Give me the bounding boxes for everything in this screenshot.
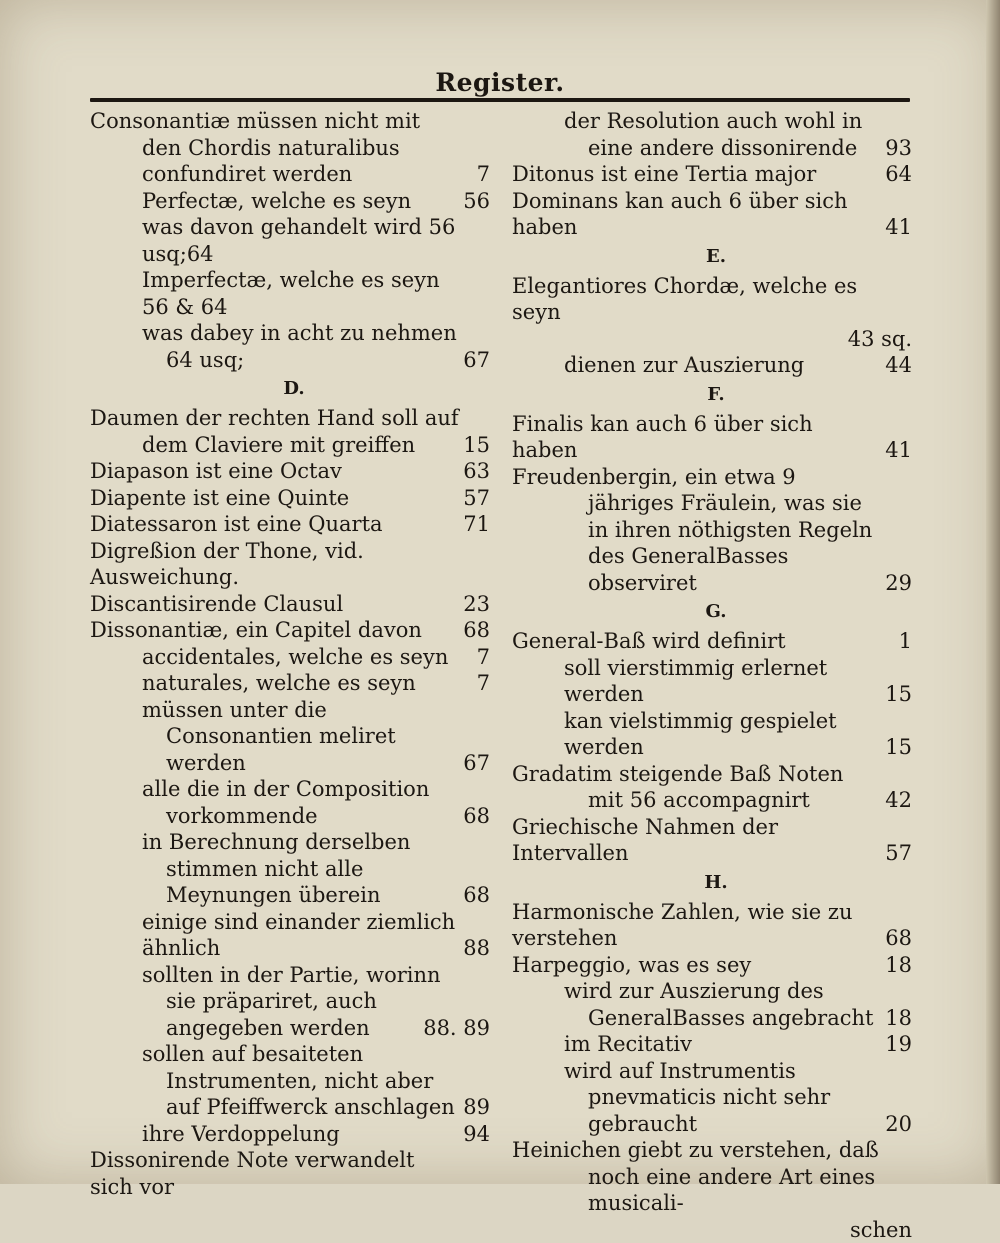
entry-text: naturales, welche es seyn	[90, 670, 498, 697]
entry-text: Diapason ist eine Octav	[90, 458, 498, 485]
page-number: schen	[850, 1217, 912, 1243]
entry-text: sollten in der Partie, worinn sie präpariret, auch angegeben werden	[90, 962, 498, 1042]
page-number: 23	[463, 591, 490, 618]
index-entry	[512, 899, 920, 952]
page-number: 68	[885, 925, 912, 952]
page-number: 18	[885, 1005, 912, 1032]
section-letter: H.	[512, 867, 920, 899]
entry-text: Diapente ist eine Quinte	[90, 485, 498, 512]
page-number: 20	[885, 1111, 912, 1138]
entry-text: ihre Verdoppelung	[90, 1121, 498, 1148]
page-number: 44	[885, 352, 912, 379]
index-column-left	[90, 108, 498, 1200]
section-letter: G.	[512, 596, 920, 628]
entry-text: einige sind einander ziemlich ähnlich	[90, 909, 498, 962]
entry-text: wird auf Instrumentis pnevmaticis nicht sehr gebraucht	[512, 1058, 920, 1138]
page-number: 29	[885, 570, 912, 597]
index-entry	[512, 761, 920, 814]
entry-text: Consonantiæ müssen nicht mit den Chordis naturalibus confundiret werden	[90, 108, 498, 188]
index-entry	[512, 655, 920, 708]
entry-text: Dissonantiæ, ein Capitel davon	[90, 617, 498, 644]
page-number: 56	[463, 188, 490, 215]
page-number: 67	[463, 750, 490, 777]
index-entry	[512, 326, 920, 353]
page-number: 43 sq.	[848, 326, 912, 353]
index-entry	[512, 108, 920, 161]
index-entry	[90, 829, 498, 909]
index-entry	[90, 909, 498, 962]
page-number: 64	[885, 161, 912, 188]
entry-text: Griechische Nahmen der Intervallen	[512, 814, 920, 867]
index-entry	[512, 1031, 920, 1058]
page-number: 18	[885, 952, 912, 979]
index-entry	[90, 458, 498, 485]
index-entry	[512, 352, 920, 379]
index-entry	[512, 952, 920, 979]
page-number: 7	[477, 644, 490, 671]
entry-text: kan vielstimmig gespielet werden	[512, 708, 920, 761]
index-entry	[512, 978, 920, 1031]
page-number: 7	[477, 670, 490, 697]
page-number: 68	[463, 882, 490, 909]
page-number: 94	[463, 1121, 490, 1148]
index-entry	[90, 776, 498, 829]
index-entry	[512, 411, 920, 464]
page-number: 42	[885, 787, 912, 814]
page-number: 71	[463, 511, 490, 538]
index-entry	[90, 591, 498, 618]
index-entry	[90, 405, 498, 458]
entry-text: dienen zur Auszierung	[512, 352, 920, 379]
index-entry	[90, 320, 498, 373]
page-number: 15	[463, 432, 490, 459]
entry-text: Elegantiores Chordæ, welche es seyn	[512, 273, 920, 326]
page-number: 63	[463, 458, 490, 485]
index-entry	[512, 273, 920, 326]
entry-text: Finalis kan auch 6 über sich haben	[512, 411, 920, 464]
entry-text: Heinichen giebt zu verstehen, daß noch eine andere Art eines musicali-	[512, 1137, 920, 1217]
index-entry	[90, 108, 498, 188]
index-entry	[512, 628, 920, 655]
page-number: 15	[885, 681, 912, 708]
entry-text: Dominans kan auch 6 über sich haben	[512, 188, 920, 241]
index-entry	[90, 1147, 498, 1200]
page-number: 88. 89	[423, 1015, 490, 1042]
section-letter: F.	[512, 379, 920, 411]
page-number: 7	[477, 161, 490, 188]
index-entry	[90, 670, 498, 697]
entry-text: soll vierstimmig erlernet werden	[512, 655, 920, 708]
page-number: 41	[885, 214, 912, 241]
header-rule	[90, 98, 910, 102]
index-entry	[90, 214, 498, 267]
index-entry	[90, 962, 498, 1042]
entry-text: alle die in der Composition vorkommende	[90, 776, 498, 829]
index-entry	[90, 1041, 498, 1121]
index-entry	[90, 485, 498, 512]
entry-text: Ditonus ist eine Tertia major	[512, 161, 920, 188]
page-number: 57	[463, 485, 490, 512]
entry-text: Gradatim steigende Baß Noten mit 56 accompagnirt	[512, 761, 920, 814]
entry-text: was dabey in acht zu nehmen 64 usq;	[90, 320, 498, 373]
entry-text: im Recitativ	[512, 1031, 920, 1058]
page-number: 88	[463, 935, 490, 962]
index-entry	[90, 644, 498, 671]
index-entry	[512, 1137, 920, 1217]
section-letter: E.	[512, 241, 920, 273]
entry-text: sollen auf besaiteten Instrumenten, nicht aber auf Pfeiffwerck anschlagen	[90, 1041, 498, 1121]
entry-text: Harpeggio, was es sey	[512, 952, 920, 979]
page-number: 41	[885, 437, 912, 464]
page-number: 57	[885, 840, 912, 867]
page-number: 89	[463, 1094, 490, 1121]
index-entry	[512, 1058, 920, 1138]
page-header: Register.	[0, 68, 1000, 97]
entry-text: Freudenbergin, ein etwa 9 jähriges Fräulein, was sie in ihren nöthigsten Regeln des GeneralBasses observiret	[512, 464, 920, 597]
entry-text: Imperfectæ, welche es seyn 56 & 64	[90, 267, 498, 320]
page-edge	[986, 0, 1000, 1184]
entry-text: General-Baß wird definirt	[512, 628, 920, 655]
index-entry	[90, 511, 498, 538]
page-number: 93	[885, 135, 912, 162]
page-number: 19	[885, 1031, 912, 1058]
index-entry	[90, 267, 498, 320]
index-column-right	[512, 108, 920, 1243]
entry-text: Digreßion der Thone, vid. Ausweichung.	[90, 538, 498, 591]
entry-text: was davon gehandelt wird 56 usq;64	[90, 214, 498, 267]
index-entry	[90, 617, 498, 644]
entry-text: Discantisirende Clausul	[90, 591, 498, 618]
page-number: 68	[463, 617, 490, 644]
index-entry	[90, 538, 498, 591]
entry-text: wird zur Auszierung des GeneralBasses angebracht	[512, 978, 920, 1031]
entry-text: müssen unter die Consonantien meliret werden	[90, 697, 498, 777]
entry-text: Daumen der rechten Hand soll auf dem Claviere mit greiffen	[90, 405, 498, 458]
index-entry	[512, 188, 920, 241]
entry-text: Diatessaron ist eine Quarta	[90, 511, 498, 538]
index-entry	[512, 161, 920, 188]
index-entry	[512, 814, 920, 867]
index-entry	[90, 1121, 498, 1148]
entry-text: accidentales, welche es seyn	[90, 644, 498, 671]
index-entry	[512, 708, 920, 761]
entry-text: Perfectæ, welche es seyn	[90, 188, 498, 215]
entry-text: Harmonische Zahlen, wie sie zu verstehen	[512, 899, 920, 952]
index-entry	[90, 188, 498, 215]
page-number: 15	[885, 734, 912, 761]
index-entry	[512, 1217, 920, 1243]
section-letter: D.	[90, 373, 498, 405]
index-entry	[90, 697, 498, 777]
entry-text: in Berechnung derselben stimmen nicht alle Meynungen überein	[90, 829, 498, 909]
page-number: 68	[463, 803, 490, 830]
entry-text: der Resolution auch wohl in eine andere dissonirende	[512, 108, 920, 161]
index-entry	[512, 464, 920, 597]
page-number: 67	[463, 347, 490, 374]
page-number: 1	[899, 628, 912, 655]
entry-text: Dissonirende Note verwandelt sich vor	[90, 1147, 498, 1200]
